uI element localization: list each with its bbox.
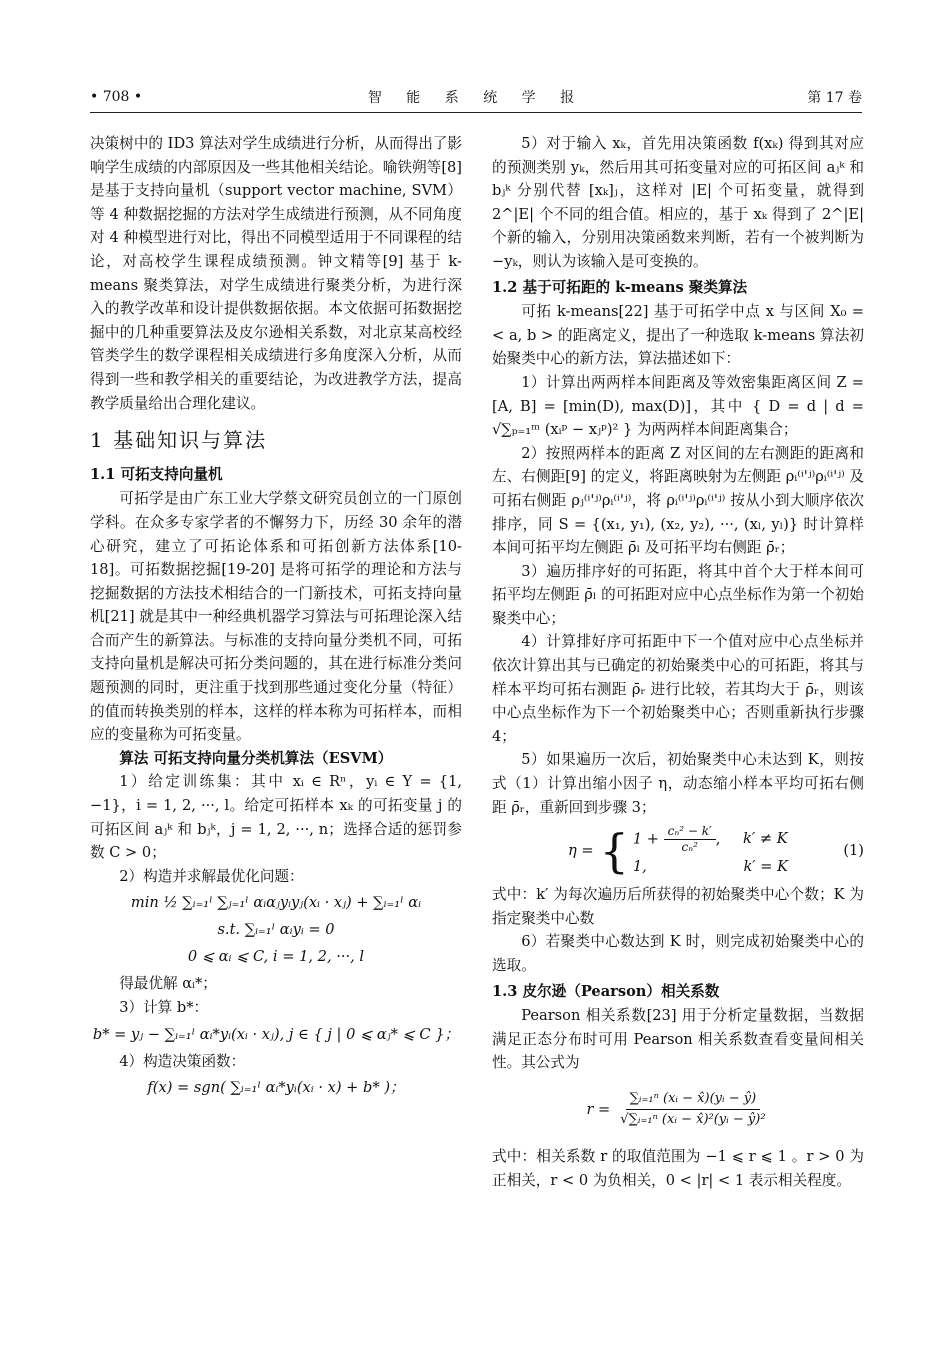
pearson-equation: r = $\frac{\text{∑ᵢ₌₁ⁿ (xᵢ − x̂)(yᵢ − ŷ)}}{\text{√∑ᵢ₌₁ⁿ (xᵢ − x̂)²(yᵢ − ŷ)²}}$ <box>492 1081 864 1139</box>
eta-fraction: $\frac{\text{cₙ² − k′}}{\text{cₙ²}}$ <box>664 824 716 855</box>
step-2-result: 得最优解 αᵢ*； <box>119 975 217 993</box>
kmeans-step-5: 5）如果遍历一次后，初始聚类中心未达到 K，则按式（1）计算出缩小因子 η，动态缩小样本平均可拓右侧距 ρ̄ᵣ，重新回到步骤 3； <box>492 751 864 816</box>
volume-label: 第 17 卷 <box>807 90 862 106</box>
optimization-bounds: 0 ⩽ αᵢ ⩽ C, i = 1, 2, ···, l <box>187 948 365 966</box>
journal-name: 智 能 系 统 学 报 <box>367 90 585 106</box>
kmeans-paragraph: 可拓 k-means[22] 基于可拓学中点 x 与区间 X₀ = < a, b > 的距离定义，提出了一种选取 k-means 算法初始聚类中心的新方法，算法描述如下： <box>492 303 864 368</box>
subsection-1-3: 1.3 皮尔逊（Pearson）相关系数 <box>492 982 720 1000</box>
step-1: 1）给定训练集：其中 xᵢ ∈ Rⁿ，yᵢ ∈ Y = {1, −1}，i = 1, 2, ···, l。给定可拓样本 xₖ 的可拓变量 j 的可拓区间 aⱼᵏ 和 bⱼᵏ，j = 1, 2, ···, n；选择合适的惩罚参数 C > 0； <box>90 773 462 862</box>
kmeans-step-6: 6）若聚类中心数达到 K 时，则完成初始聚类中心的选取。 <box>492 933 864 974</box>
subsection-1-2: 1.2 基于可拓距的 k-means 聚类算法 <box>492 278 748 296</box>
step-2: 2）构造并求解最优化问题： <box>119 867 304 885</box>
eta-equation: η = { 1 + $\frac{\text{cₙ² − k′}}{\text{cₙ²}}$ , k′ ≠ K 1, k′ = K (1) <box>567 823 864 879</box>
pearson-paragraph: Pearson 相关系数[23] 用于分析定量数据，当数据满足正态分布时可用 Pearson 相关系数查看变量间相关性。其公式为 <box>492 1007 864 1072</box>
pearson-explanation: 式中：相关系数 r 的取值范围为 −1 ⩽ r ⩽ 1 。r > 0 为正相关，r < 0 为负相关，0 < |r| < 1 表示相关程度。 <box>492 1147 864 1189</box>
decision-function: f(x) = sgn( ∑ᵢ₌₁ˡ αᵢ*yᵢ(xᵢ · x) + b* )； <box>147 1079 405 1097</box>
optimization-constraint: s.t. ∑ᵢ₌₁ˡ αᵢyᵢ = 0 <box>217 921 335 939</box>
left-brace: { <box>599 824 629 879</box>
optimization-objective: min ½ ∑ᵢ₌₁ˡ ∑ⱼ₌₁ˡ αᵢαⱼyᵢyⱼ(xᵢ · xⱼ) + ∑ᵢ₌₁ˡ αᵢ <box>130 894 422 912</box>
right-column <box>492 132 864 1192</box>
bias-equation: b* = yⱼ − ∑ᵢ₌₁ˡ αᵢ*yᵢ(xᵢ · xⱼ), j ∈ { j | 0 ⩽ αⱼ* ⩽ C }； <box>92 1025 460 1043</box>
header-rule <box>90 112 862 113</box>
extenics-paragraph: 可拓学是由广东工业大学蔡文研究员创立的一门原创学科。在众多专家学者的不懈努力下，历经 30 余年的潜心研究，建立了可拓论体系和可拓创新方法体系[10-18]。可拓数据挖掘[19-20] 是将可拓学的理论和方法与挖掘数据的方法技术相结合的一门新技术，可拓支持向量机[21] 就是其中一种经典机器学习算法与可拓理论深入结合而产生的新算法。与标准的支持向量分类机不同，可拓支持向量机是解决可拓分类问题的，其在进行标准分类问题预测的同时，更注重于找到那些通过变化分量（特征）的值而转换类别的样本，这样的样本称为可拓样本，而相应的变量称为可拓变量。 <box>90 490 462 744</box>
eta-explanation: 式中：k′ 为每次遍历后所获得的初始聚类中心个数；K 为指定聚类中心数 <box>492 886 864 927</box>
page-header <box>90 84 862 110</box>
subsection-1-1: 1.1 可拓支持向量机 <box>90 465 223 483</box>
algorithm-title: 算法 可拓支持向量分类机算法（ESVM） <box>119 749 393 767</box>
pearson-fraction: $\frac{\text{∑ᵢ₌₁ⁿ (xᵢ − x̂)(yᵢ − ŷ)}}{\text{√∑ᵢ₌₁ⁿ (xᵢ − x̂)²(yᵢ − ŷ)²}}$ <box>620 1091 766 1128</box>
equation-number: (1) <box>843 842 864 860</box>
kmeans-step-2: 2）按照两样本的距离 Z 对区间的左右测距的距离和左、右侧距[9] 的定义，将距离映射为左侧距 ρᵢ⁽ⁱ'ʲ⁾ρᵢ⁽ⁱ'ʲ⁾ 及可拓右侧距 ρⱼ⁽ⁱ'ʲ⁾ρᵢ⁽ⁱ'ʲ⁾，将 ρᵢ⁽ⁱ'ʲ⁾ρᵢ⁽ⁱ'ʲ⁾ 按从小到大顺序依次排序，同 S = {(x₁, y₁), (x₂, y₂), ···, (xₗ, yₗ)} 时计算样本间可拓平均左侧距 ρ̄ₗ 及可拓平均右侧距 ρ̄ᵣ； <box>492 444 864 557</box>
step-4: 4）构造决策函数： <box>119 1052 246 1070</box>
section-heading: 1 基础知识与算法 <box>90 428 268 453</box>
kmeans-step-3: 3）遍历排序好的可拓距，将其中首个大于样本间可拓平均左侧距 ρ̄ₗ 的可拓距对应中心点坐标作为第一个初始聚类中心； <box>492 562 864 627</box>
kmeans-step-4: 4）计算排好序可拓距中下一个值对应中心点坐标并依次计算出其与已确定的初始聚类中心的可拓距，将其与样本平均可拓右测距 ρ̄ᵣ 进行比较，若其均大于 ρ̄ᵣ，则该中心点坐标作为下一个初始聚类中心；否则重新执行步骤 4； <box>492 633 864 745</box>
page-number: • 708 • <box>90 89 143 105</box>
intro-paragraph: 决策树中的 ID3 算法对学生成绩进行分析，从而得出了影响学生成绩的内部原因及一些其他相关结论。喻铁朔等[8] 是基于支持向量机（support vector machine, SVM）等 4 种数据挖掘的方法对学生成绩进行预测，从不同角度对 4 种模型进行对比，得出不同模型适用于不同课程的结论，对高校学生课程成绩预测。钟文精等[9] 基于 k-means 聚类算法，对学生成绩进行聚类分析，为进行深入的教学改革和设计提供数据依据。本文依据可拓数据挖掘中的几种重要算法及皮尔逊相关系数，对北京某高校经管类学生的数学课程相关成绩进行多角度深入分析，从而得到一些和教学相关的重要结论，为改进教学方法，提高教学质量给出合理化建议。 <box>90 135 462 412</box>
kmeans-step-1: 1）计算出两两样本间距离及等效密集距离区间 Z = [A, B] = [min(D), max(D)]，其中 { D = d | d = √∑ₚ₌₁ᵐ (xᵢᵖ − xⱼᵖ)² } 为两两样本间距离集合； <box>492 373 864 439</box>
left-column <box>90 132 462 1103</box>
step-3: 3）计算 b*： <box>119 999 209 1016</box>
step-5: 5）对于输入 xₖ，首先用决策函数 f(xₖ) 得到其对应的预测类别 yₖ，然后用其可拓变量对应的可拓区间 aⱼᵏ 和 bⱼᵏ 分别代替 [xₖ]ⱼ，这样对 |E| 个可拓变量，就得到 2^|E| 个不同的组合值。相应的，基于 xₖ 得到了 2^|E| 个新的输入，分别用决策函数来判断，若有一个被判断为 −yₖ，则认为该输入是可变换的。 <box>492 135 864 270</box>
